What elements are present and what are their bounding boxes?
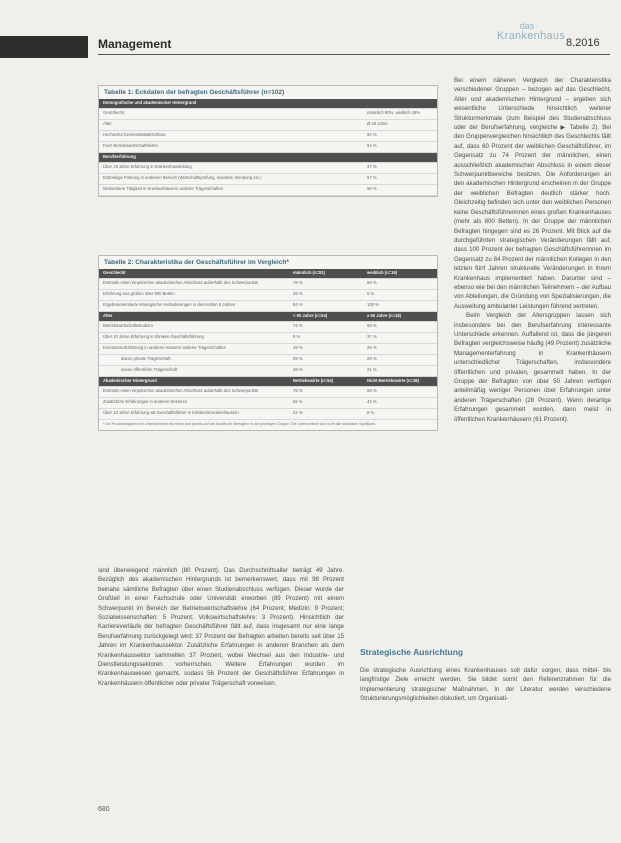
table-cell-label: Erstmals einen empirischen akademischen Abschluss außerhalb des Schwerpunkts — [99, 387, 289, 398]
table-cell-label: Alter — [99, 312, 289, 322]
table-2-footnote: * Die Prozentangaben bei Unterschieden beziehen sich jeweils auf die Anzahl der Befragten in der jeweiligen Gruppe. Die Unterschiede sind nicht alle statistisch signifikant. — [103, 422, 377, 426]
table-cell-label: Über 15 Jahre Erfahrung in Krankenhausleitung — [99, 163, 363, 174]
table-cell-value: 82 % — [289, 398, 363, 409]
table-cell-label: Alter — [99, 120, 363, 131]
table-1-caption: Tabelle 1: Eckdaten der befragten Geschäftsführer (n=102) — [104, 89, 285, 96]
header-rule — [98, 54, 610, 55]
table-row — [99, 409, 437, 420]
table-cell-value: 37 % — [363, 333, 437, 344]
table-cell-value: männlich 80%, weiblich 19% — [363, 109, 437, 120]
table-cell-label: Hochschul-/Universitätsabschluss — [99, 131, 363, 142]
table-cell-label: Akademischer Hintergrund — [99, 377, 289, 387]
table-cell-value: männlich (n=81) — [289, 269, 363, 279]
table-cell-value: Betriebswirte (n=64) — [289, 377, 363, 387]
right-column-paragraph-1: Bei einem näheren Vergleich der Charakteristika verschiedener Gruppen – bezogen auf das Geschlecht, Alter und akademischen Hintergrund – ergeben sich wesentliche Unterschiede hinsichtlich weiterer Strukturmerkmale (zum Beispiel des Studienabschluss oder der Berufserfahrung, vergleiche ▶ Tabelle 2). Bei den Gruppenvergleichen hinsichtlich des Geschlechts fällt auf, dass 60 Prozent der weiblichen Geschäftsführer, im Gegensatz zu 74 Prozent der männlichen, einen ausschließlich akademischen Abschluss in einem dieser Schwerpunktbereiche besitzen. Die Anforderungen an den akademischen Hintergrund erscheinen in der Gruppe der weiblichen Befragten deutlich stärker hoch. Gleichzeitig befinden sich unter den weiblichen Personen keine Geschäftsführerinnen eines großen Krankenhauses (mehr als 800 Betten). In der Gruppe der männlichen Befragten hingegen sind es 26 Prozent. Mit Blick auf die durchgeführten strategischen Veränderungen fällt auf, dass 100 Prozent der befragten Geschäftsführerinnen im Gegensatz zu 84 Prozent der männlichen Kollegen in den letzten fünf Jahren strukturelle Veränderungen in ihrem Krankenhaus implementiert haben. Darunter sind – ebenso wie bei den männlichen Teilnehmern – der Aufbau von Abteilungen, die Gründung von Spezialisierungen, die Ausweitung ambulanter Leistungen führend vertreten. — [454, 77, 611, 310]
table-cell-value: 75 % — [289, 387, 363, 398]
table-cell-value: Nicht-Betriebswirte (n=38) — [363, 377, 437, 387]
table-cell-value: 26 % — [289, 290, 363, 301]
table-cell-value: 21 % — [363, 366, 437, 377]
table-row — [99, 142, 437, 153]
table-cell-value: 58 % — [363, 387, 437, 398]
section-marker-bar — [0, 36, 88, 58]
table-cell-value: 28 % — [289, 366, 363, 377]
table-cell-label: Geschlecht — [99, 109, 363, 120]
table-cell-label: Fach Betriebswirtschaftslehre — [99, 142, 363, 153]
table-cell-label: Geschlecht — [99, 269, 289, 279]
table-cell-label: Erstmals einen empirischen akademischen Abschluss außerhalb des Schwerpunkts — [99, 279, 289, 290]
table-cell-label: Berufserfahrung — [99, 153, 363, 163]
table-cell-label: Erstmalige Führung in anderem Bereich (Wirtschaftsprüfung, Industrie, Beratung etc.) — [99, 174, 363, 185]
table-cell-label: Über 10 Jahre Erfahrung als Geschäftsführer in Kliniken/Krankenhäusern — [99, 409, 289, 420]
table-cell-value: Ø 49 Jahre — [363, 120, 437, 131]
table-row — [99, 366, 437, 377]
page-number: 680 — [98, 806, 110, 813]
table-cell-label: Kenntnisse/Erfahrung in anderen Häusern anderer Trägerschaften — [99, 344, 289, 355]
issue-number: 8.2016 — [566, 37, 600, 49]
table-2 — [98, 255, 438, 431]
table-cell-label: Demografische und akademischer Hintergrund — [99, 99, 363, 109]
table-row — [99, 131, 437, 142]
table-cell-value: 59 % — [363, 322, 437, 333]
table-cell-value: 29 % — [289, 355, 363, 366]
table-section-row — [99, 153, 437, 163]
table-cell-label: Erfahrung aus großen über 800 Betten — [99, 290, 289, 301]
table-cell-value: 78 % — [289, 279, 363, 290]
table-cell-value: 37 % — [363, 163, 437, 174]
left-column — [98, 566, 344, 688]
table-cell-label: davon private Trägerschaft — [99, 355, 289, 366]
table-cell-label: Über 10 Jahre Erfahrung in Kliniken-Geschäftsführung — [99, 333, 289, 344]
table-cell-label: Momentane Tätigkeit in Krankenhäusern anderer Trägerschaften — [99, 185, 363, 196]
table-row — [99, 163, 437, 174]
table-cell-label: davon öffentliche Trägerschaft — [99, 366, 289, 377]
table-cell-value: 92 % — [363, 131, 437, 142]
table-2-body — [99, 269, 437, 420]
table-1-body — [99, 99, 437, 196]
table-cell-value: 5 % — [363, 290, 437, 301]
table-row — [99, 344, 437, 355]
table-cell-label: Betriebswirtschaftsstudium — [99, 322, 289, 333]
table-section-row — [99, 377, 437, 387]
section-text: Die strategische Ausrichtung eines Krankenhauses soll dafür sorgen, dass mittel- bis langfristige Ziele erreicht werden. Sie bildet somit den Referenzrahmen für die Implementierung strategischer Maßnahmen. In der Literatur werden verschiedene Strukturierungsmöglichkeiten diskutiert, um Organisati- — [360, 667, 611, 703]
table-row — [99, 387, 437, 398]
left-column-paragraph: sind überwiegend männlich (80 Prozent). Das Durchschnittsalter beträgt 49 Jahre. Bezüglich des akademischen Hintergrunds ist bemerkenswert, dass mit 98 Prozent beinahe sämtliche Befragten über einen Studienabschluss verfügen. Dieser wurde der Großteil in einer Fachschule oder Universität erworben (89 Prozent) mit einem Schwerpunkt im Bereich der Betriebswirtschaftslehre (64 Prozent; Medizin: 9 Prozent; Sozialwissenschaften: 5 Prozent; Volkswirtschaftslehre: 3 Prozent). Hinsichtlich der Karriereverläufe der befragten Geschäftsführer fällt auf, dass insgesamt nur eine lange Berufserfahrung zurückgelegt wird: 37 Prozent der Befragten arbeiten bereits seit über 15 Jahren im Krankenhaussektor. Zusätzliche Erfahrungen in anderen Branchen als dem Krankenhaussektor sammelten 37 Prozent, wobei Wechsel aus den Industrie- und Dienstleistungssektoren vorherrschen. Weitere Erfahrungen wurden im Krankenhauswesen gemacht, sodass 56 Prozent der Geschäftsführer Erfahrungen in Krankenhäusern öffentlicher oder privater Trägerschaft vorweisen. — [98, 567, 344, 687]
table-row — [99, 322, 437, 333]
table-row — [99, 290, 437, 301]
table-cell-label: Zusätzliche Erfahrungen in anderen Sektoren — [99, 398, 289, 409]
table-cell-value: 49 % — [289, 344, 363, 355]
table-cell-value: < 50 Jahre (n=54) — [289, 312, 363, 322]
right-column-paragraph-2: Beim Vergleich der Altersgruppen lassen sich insbesondere bei den Berufserfahrung interessante Unterschiede erkennen. Auffallend ist, dass die jüngeren Befragten vergleichsweise häufig (49 Prozent) zusätzliche Managementerfahrung in Krankenhäusern unterschiedlicher Trägerschaften, insbesondere öffentlichen und privaten, gesammelt haben. In der Gruppe der Befragten von über 50 Jahren verfügen anteilmäßig weniger Personen über Erfahrungen unter anderen Trägerschaften (28 Prozent). Wenn derartige Erfahrungen gesammelt wurden, dann meist in öffentlichen Krankenhäusern (61 Prozent). — [454, 312, 611, 423]
table-row — [99, 301, 437, 312]
table-cell-value: 28 % — [363, 344, 437, 355]
table-cell-value: 58 % — [363, 279, 437, 290]
table-cell-value: 42 % — [363, 398, 437, 409]
table-cell-value: 22 % — [289, 409, 363, 420]
table-row — [99, 355, 437, 366]
table-row — [99, 174, 437, 185]
table-cell-value: 56 % — [363, 185, 437, 196]
table-cell-value: ≥ 50 Jahre (n=48) — [363, 312, 437, 322]
table-row — [99, 333, 437, 344]
table-cell-value — [363, 153, 437, 163]
table-cell-value: 28 % — [363, 355, 437, 366]
table-cell-value: 84 % — [289, 301, 363, 312]
table-cell-value: 67 % — [363, 174, 437, 185]
table-row — [99, 279, 437, 290]
table-1 — [98, 85, 438, 197]
table-cell-value: 8 % — [363, 409, 437, 420]
table-cell-value — [363, 99, 437, 109]
table-cell-value: 100 % — [363, 301, 437, 312]
section-title: Management — [98, 37, 172, 51]
magazine-logo: das Krankenhaus — [497, 21, 566, 42]
table-row — [99, 185, 437, 196]
table-cell-value: 74 % — [289, 322, 363, 333]
table-cell-value: weiblich (n=19) — [363, 269, 437, 279]
table-section-row — [99, 99, 437, 109]
table-row — [99, 398, 437, 409]
table-2-caption: Tabelle 2: Charakteristika der Geschäftsführer im Vergleich* — [104, 259, 289, 266]
table-cell-value: 64 % — [363, 142, 437, 153]
section-heading: Strategische Ausrichtung — [360, 647, 464, 657]
right-column — [454, 76, 611, 424]
table-section-row — [99, 269, 437, 279]
table-row — [99, 109, 437, 120]
table-cell-label: Ergebnisorientierte strategische Veränderungen in den letzten 5 Jahren — [99, 301, 289, 312]
table-cell-value: 9 % — [289, 333, 363, 344]
table-row — [99, 120, 437, 131]
table-section-row — [99, 312, 437, 322]
